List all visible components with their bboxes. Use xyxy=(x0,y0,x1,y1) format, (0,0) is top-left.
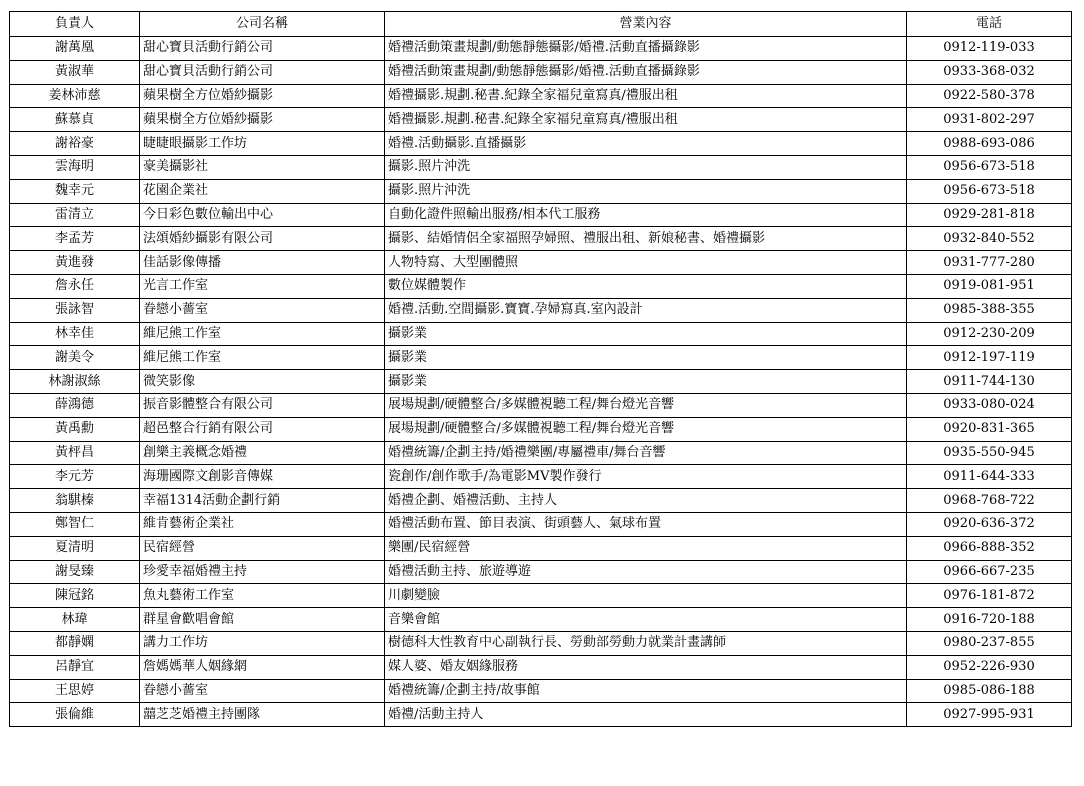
cell-business: 瓷創作/創作歌手/為電影MV製作發行 xyxy=(385,465,907,489)
cell-phone: 0956-673-518 xyxy=(907,155,1072,179)
table-row xyxy=(10,489,1072,513)
table-row xyxy=(10,346,1072,370)
cell-business: 攝影業 xyxy=(385,346,907,370)
cell-business: 樂團/民宿經營 xyxy=(385,536,907,560)
header-name: 負責人 xyxy=(10,12,140,37)
cell-business: 婚禮活動策畫規劃/動態靜態攝影/婚禮.活動直播攝錄影 xyxy=(385,60,907,84)
table-body xyxy=(10,37,1072,727)
cell-business: 婚禮.活動.空間攝影.寶寶.孕婦寫真.室內設計 xyxy=(385,298,907,322)
header-business: 營業內容 xyxy=(385,12,907,37)
cell-phone: 0922-580-378 xyxy=(907,84,1072,108)
cell-business: 婚禮/活動主持人 xyxy=(385,703,907,727)
cell-business: 婚禮.活動攝影.直播攝影 xyxy=(385,132,907,156)
cell-company: 今日彩色數位輸出中心 xyxy=(140,203,385,227)
cell-company: 詹媽媽華人姻緣網 xyxy=(140,655,385,679)
cell-name: 謝裕豪 xyxy=(10,132,140,156)
cell-name: 謝萬凰 xyxy=(10,37,140,61)
cell-business: 婚禮活動主持、旅遊導遊 xyxy=(385,560,907,584)
table-row xyxy=(10,631,1072,655)
cell-company: 維尼熊工作室 xyxy=(140,322,385,346)
cell-company: 講力工作坊 xyxy=(140,631,385,655)
cell-business: 婚禮攝影.規劃.秘書.紀錄全家福兒童寫真/禮服出租 xyxy=(385,84,907,108)
cell-phone: 0952-226-930 xyxy=(907,655,1072,679)
cell-business: 婚禮企劃、婚禮活動、主持人 xyxy=(385,489,907,513)
table-row xyxy=(10,465,1072,489)
cell-name: 黃淑華 xyxy=(10,60,140,84)
cell-name: 蘇慕貞 xyxy=(10,108,140,132)
cell-name: 魏幸元 xyxy=(10,179,140,203)
cell-name: 謝旻臻 xyxy=(10,560,140,584)
table-row xyxy=(10,703,1072,727)
cell-phone: 0912-197-119 xyxy=(907,346,1072,370)
cell-business: 攝影業 xyxy=(385,322,907,346)
cell-company: 魚丸藝術工作室 xyxy=(140,584,385,608)
cell-name: 林幸佳 xyxy=(10,322,140,346)
cell-name: 林瑋 xyxy=(10,608,140,632)
cell-company: 佳話影像傳播 xyxy=(140,251,385,275)
cell-phone: 0920-831-365 xyxy=(907,417,1072,441)
cell-name: 黃進發 xyxy=(10,251,140,275)
cell-phone: 0927-995-931 xyxy=(907,703,1072,727)
header-company: 公司名稱 xyxy=(140,12,385,37)
table-row xyxy=(10,393,1072,417)
cell-phone: 0935-550-945 xyxy=(907,441,1072,465)
cell-company: 維肯藝術企業社 xyxy=(140,512,385,536)
header-phone: 電話 xyxy=(907,12,1072,37)
table-row xyxy=(10,560,1072,584)
cell-phone: 0931-777-280 xyxy=(907,251,1072,275)
cell-name: 陳冠銘 xyxy=(10,584,140,608)
cell-name: 薛鴻德 xyxy=(10,393,140,417)
cell-company: 超邑整合行銷有限公司 xyxy=(140,417,385,441)
cell-name: 黃禹勳 xyxy=(10,417,140,441)
cell-company: 幸福1314活動企劃行銷 xyxy=(140,489,385,513)
cell-phone: 0968-768-722 xyxy=(907,489,1072,513)
cell-business: 攝影、結婚情侶全家福照孕婦照、禮服出租、新娘秘書、婚禮攝影 xyxy=(385,227,907,251)
cell-phone: 0911-644-333 xyxy=(907,465,1072,489)
table-row xyxy=(10,251,1072,275)
cell-company: 眷戀小薔室 xyxy=(140,298,385,322)
table-row xyxy=(10,370,1072,394)
cell-name: 李元芳 xyxy=(10,465,140,489)
cell-name: 張倫維 xyxy=(10,703,140,727)
cell-business: 婚禮活動策畫規劃/動態靜態攝影/婚禮.活動直播攝錄影 xyxy=(385,37,907,61)
cell-business: 數位媒體製作 xyxy=(385,274,907,298)
cell-phone: 0966-888-352 xyxy=(907,536,1072,560)
table-row xyxy=(10,608,1072,632)
cell-name: 張詠智 xyxy=(10,298,140,322)
cell-name: 李孟芳 xyxy=(10,227,140,251)
table-row xyxy=(10,584,1072,608)
table-row xyxy=(10,203,1072,227)
cell-name: 夏清明 xyxy=(10,536,140,560)
cell-company: 甜心寶貝活動行銷公司 xyxy=(140,37,385,61)
table-row xyxy=(10,679,1072,703)
cell-business: 婚禮統籌/企劃主持/故事館 xyxy=(385,679,907,703)
cell-phone: 0933-080-024 xyxy=(907,393,1072,417)
cell-company: 振音影體整合有限公司 xyxy=(140,393,385,417)
table-row xyxy=(10,298,1072,322)
cell-name: 雷清立 xyxy=(10,203,140,227)
table-row xyxy=(10,441,1072,465)
cell-phone: 0933-368-032 xyxy=(907,60,1072,84)
cell-phone: 0931-802-297 xyxy=(907,108,1072,132)
table-row xyxy=(10,132,1072,156)
cell-name: 姜林沛慈 xyxy=(10,84,140,108)
table-row xyxy=(10,655,1072,679)
cell-company: 甜心寶貝活動行銷公司 xyxy=(140,60,385,84)
cell-phone: 0988-693-086 xyxy=(907,132,1072,156)
cell-company: 花園企業社 xyxy=(140,179,385,203)
cell-name: 謝美令 xyxy=(10,346,140,370)
cell-name: 王思婷 xyxy=(10,679,140,703)
cell-company: 蘋果樹全方位婚紗攝影 xyxy=(140,108,385,132)
cell-name: 都靜嫻 xyxy=(10,631,140,655)
cell-business: 媒人婆、婚友姻緣服務 xyxy=(385,655,907,679)
cell-business: 攝影.照片沖洗 xyxy=(385,155,907,179)
cell-company: 光言工作室 xyxy=(140,274,385,298)
cell-phone: 0911-744-130 xyxy=(907,370,1072,394)
table-row xyxy=(10,108,1072,132)
cell-phone: 0929-281-818 xyxy=(907,203,1072,227)
header-row xyxy=(10,12,1072,37)
cell-company: 維尼熊工作室 xyxy=(140,346,385,370)
cell-phone: 0920-636-372 xyxy=(907,512,1072,536)
cell-phone: 0956-673-518 xyxy=(907,179,1072,203)
cell-name: 黃枰昌 xyxy=(10,441,140,465)
cell-business: 川劇變臉 xyxy=(385,584,907,608)
cell-business: 展場規劃/硬體整合/多媒體視聽工程/舞台燈光音響 xyxy=(385,393,907,417)
cell-name: 鄭智仁 xyxy=(10,512,140,536)
cell-business: 攝影.照片沖洗 xyxy=(385,179,907,203)
cell-business: 攝影業 xyxy=(385,370,907,394)
cell-company: 眷戀小薔室 xyxy=(140,679,385,703)
cell-business: 婚禮攝影.規劃.秘書.紀錄全家福兒童寫真/禮服出租 xyxy=(385,108,907,132)
cell-name: 詹永任 xyxy=(10,274,140,298)
cell-company: 豪美攝影社 xyxy=(140,155,385,179)
cell-company: 民宿經營 xyxy=(140,536,385,560)
cell-business: 展場規劃/硬體整合/多媒體視聽工程/舞台燈光音響 xyxy=(385,417,907,441)
cell-phone: 0932-840-552 xyxy=(907,227,1072,251)
cell-name: 呂靜宜 xyxy=(10,655,140,679)
table-row xyxy=(10,417,1072,441)
cell-business: 婚禮活動布置、節目表演、街頭藝人、氣球布置 xyxy=(385,512,907,536)
cell-name: 雲海明 xyxy=(10,155,140,179)
table-row xyxy=(10,37,1072,61)
table-row xyxy=(10,179,1072,203)
table-row xyxy=(10,227,1072,251)
cell-company: 創樂主義概念婚禮 xyxy=(140,441,385,465)
cell-company: 群星會歡唱會館 xyxy=(140,608,385,632)
cell-phone: 0912-230-209 xyxy=(907,322,1072,346)
cell-phone: 0919-081-951 xyxy=(907,274,1072,298)
cell-phone: 0985-388-355 xyxy=(907,298,1072,322)
cell-phone: 0966-667-235 xyxy=(907,560,1072,584)
cell-phone: 0980-237-855 xyxy=(907,631,1072,655)
table-row xyxy=(10,274,1072,298)
table-row xyxy=(10,322,1072,346)
table-row xyxy=(10,84,1072,108)
cell-company: 蘋果樹全方位婚紗攝影 xyxy=(140,84,385,108)
cell-business: 人物特寫、大型團體照 xyxy=(385,251,907,275)
cell-business: 樹德科大性教育中心副執行長、勞動部勞動力就業計畫講師 xyxy=(385,631,907,655)
cell-phone: 0985-086-188 xyxy=(907,679,1072,703)
cell-company: 法頌婚紗攝影有限公司 xyxy=(140,227,385,251)
cell-name: 翁騏榛 xyxy=(10,489,140,513)
table-row xyxy=(10,155,1072,179)
cell-phone: 0976-181-872 xyxy=(907,584,1072,608)
cell-phone: 0912-119-033 xyxy=(907,37,1072,61)
table-row xyxy=(10,60,1072,84)
table-row xyxy=(10,512,1072,536)
cell-company: 囍芝芝婚禮主持團隊 xyxy=(140,703,385,727)
cell-company: 海珊國際文創影音傳媒 xyxy=(140,465,385,489)
cell-business: 自動化證件照輸出服務/相本代工服務 xyxy=(385,203,907,227)
cell-business: 婚禮統籌/企劃主持/婚禮樂團/專屬禮車/舞台音響 xyxy=(385,441,907,465)
cell-company: 微笑影像 xyxy=(140,370,385,394)
contact-table xyxy=(9,11,1072,727)
cell-phone: 0916-720-188 xyxy=(907,608,1072,632)
cell-company: 珍愛幸福婚禮主持 xyxy=(140,560,385,584)
cell-business: 音樂會館 xyxy=(385,608,907,632)
table-row xyxy=(10,536,1072,560)
cell-name: 林謝淑絲 xyxy=(10,370,140,394)
cell-company: 睫睫眼攝影工作坊 xyxy=(140,132,385,156)
